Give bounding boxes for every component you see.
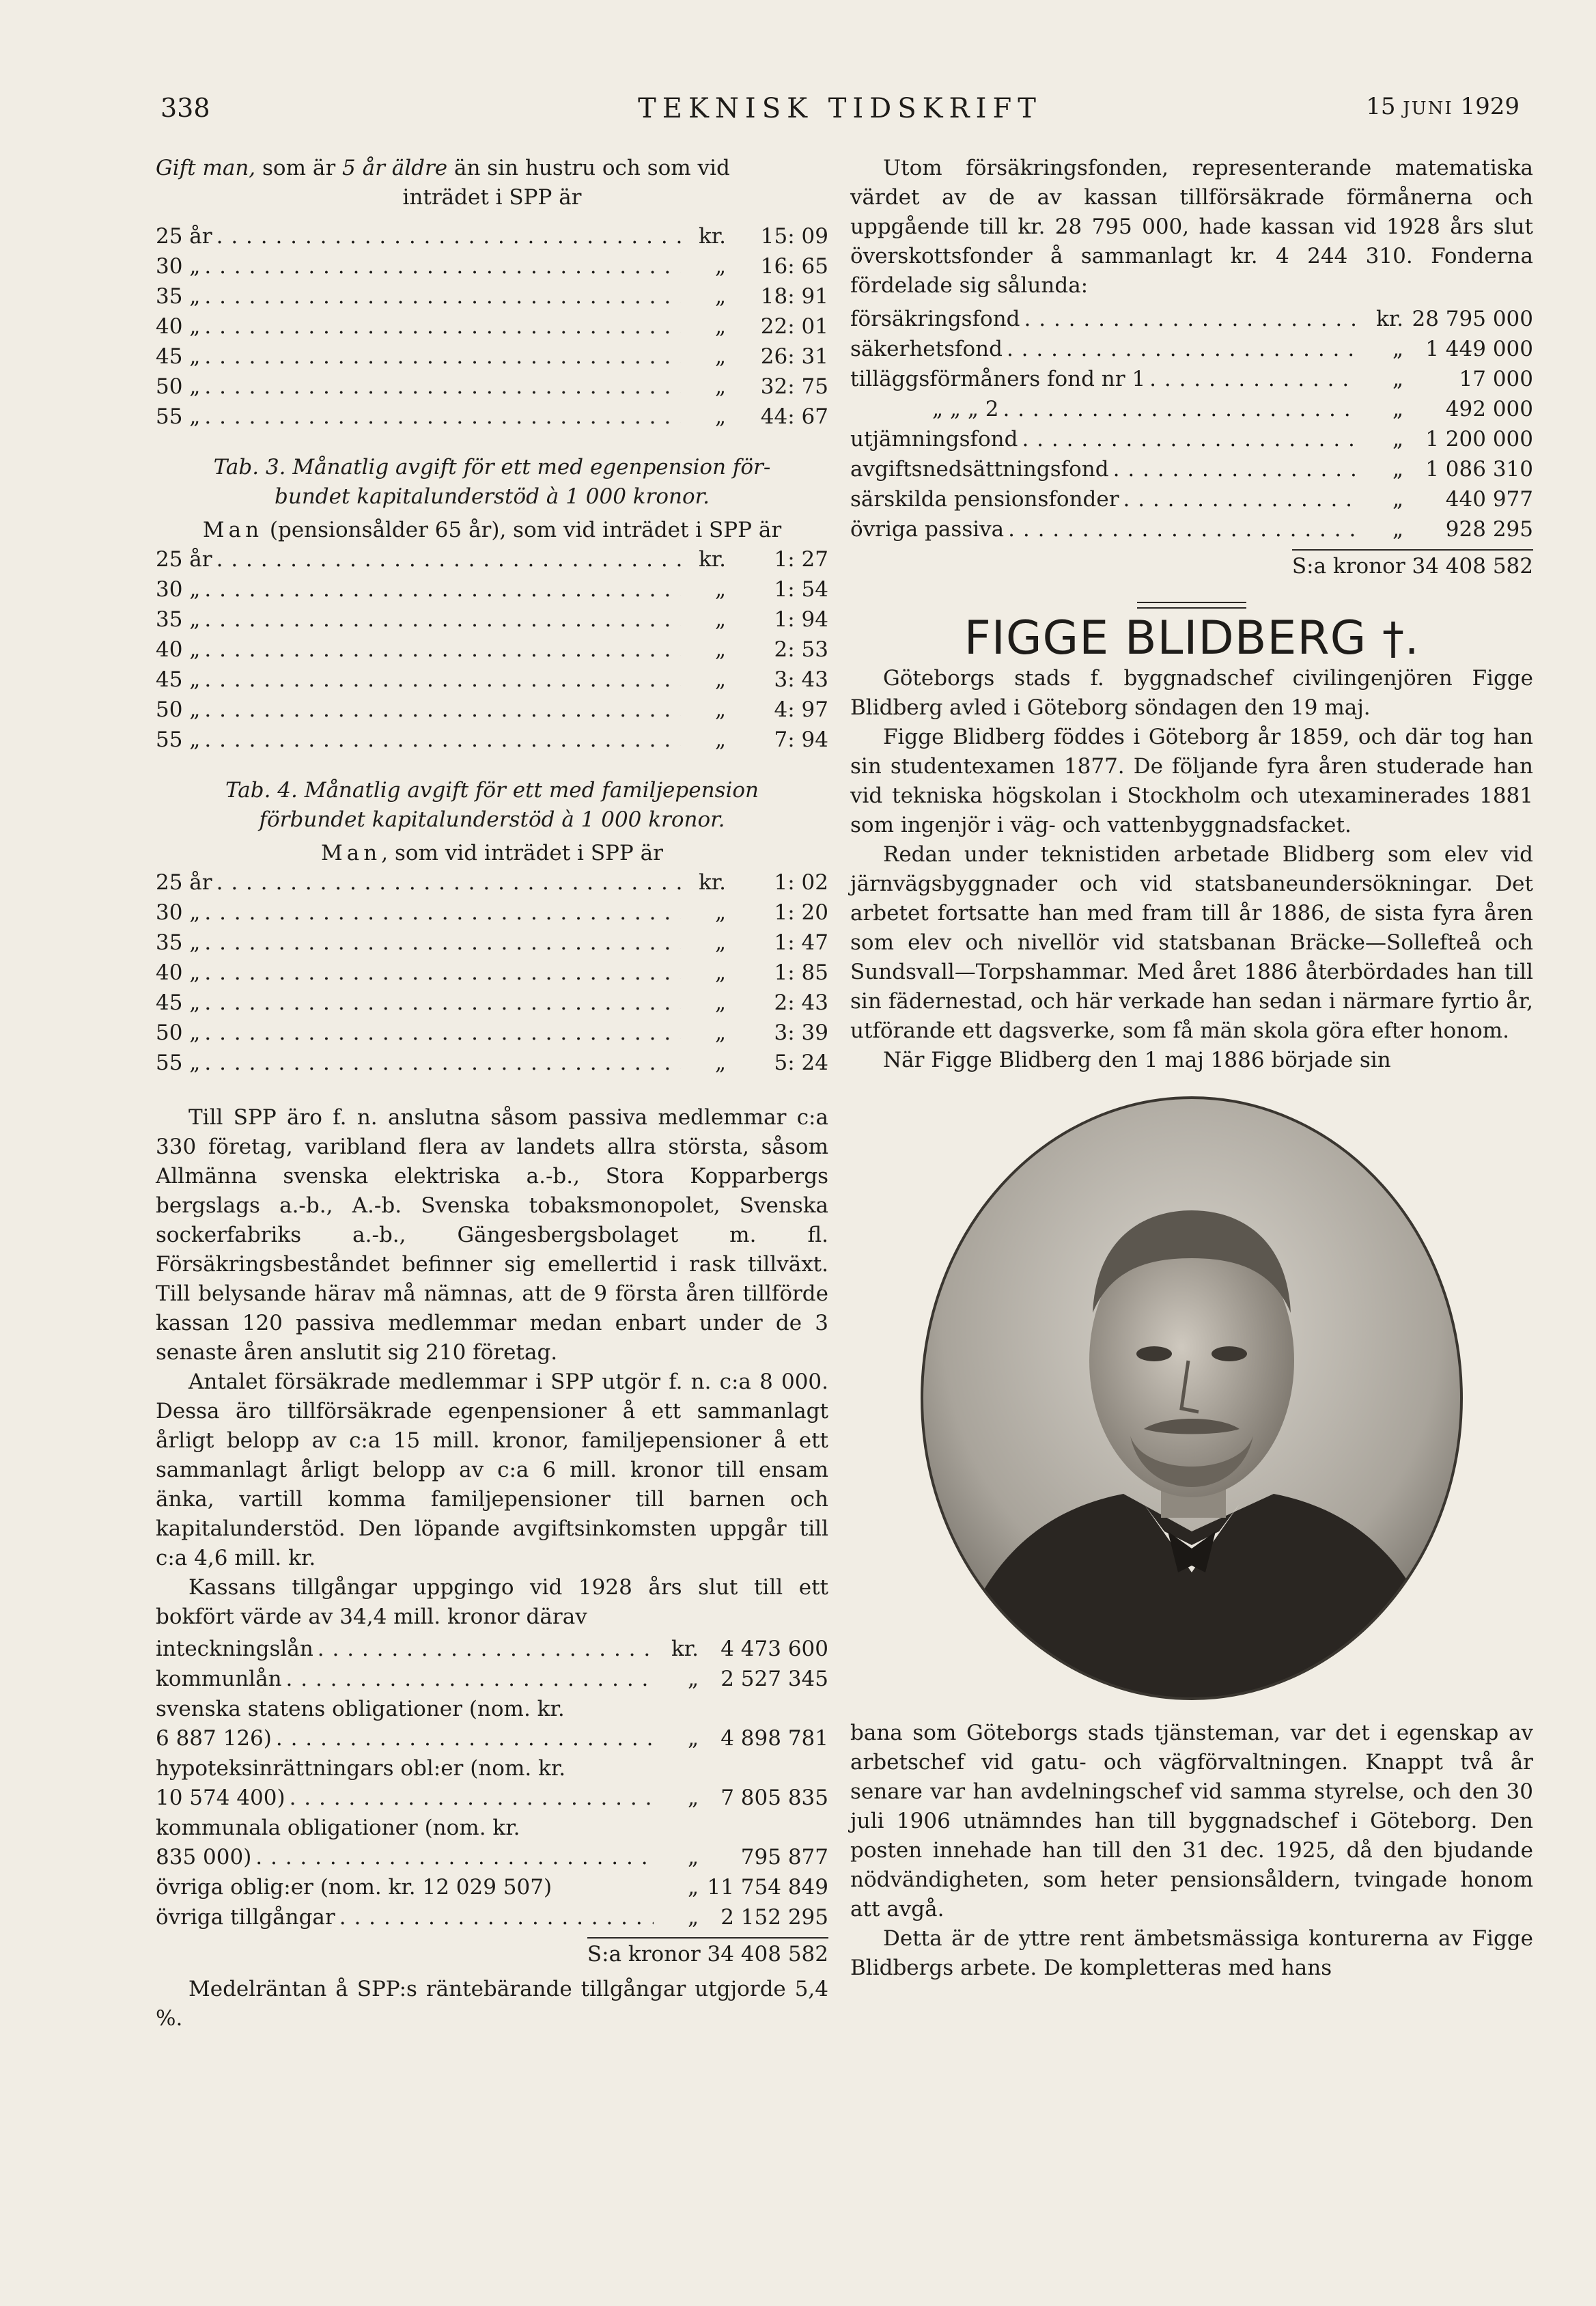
- table-row: 835 000) . . . „ 795 877: [156, 1843, 828, 1873]
- table-row: 25 år . . . kr. 15: 09: [156, 222, 828, 252]
- dagger-mark: †.: [1382, 614, 1420, 665]
- table-row: övriga tillgångar . . . „ 2 152 295: [156, 1903, 828, 1933]
- table-row: 35 „ . . . „ 18: 91: [156, 282, 828, 312]
- table2-intro: Gift man, som är 5 år äldre än sin hustru och som vid: [156, 156, 730, 180]
- paragraph: När Figge Blidberg den 1 maj 1886 började sin: [883, 1048, 1391, 1072]
- issue-day: 15: [1366, 93, 1396, 120]
- assets-total: S:a kronor 34 408 582: [156, 1937, 828, 1969]
- table-row: säkerhetsfond . . . „ 1 449 000: [850, 335, 1533, 365]
- table4-subtitle: Man, som vid inträdet i SPP är: [321, 841, 663, 865]
- table-row: 55 „ . . . „ 5: 24: [156, 1048, 828, 1079]
- table-row: 30 „ . . . „ 16: 65: [156, 252, 828, 282]
- table3-caption: Tab. 3. Månatlig avgift för ett med egenpension för- bundet kapitalunderstöd à 1 000 kronor.: [213, 455, 771, 509]
- table-row: 45 „ . . . „ 3: 43: [156, 665, 828, 695]
- table-row: 25 år . . . kr. 1: 27: [156, 545, 828, 575]
- table2-intro-line2: inträdet i SPP är: [402, 185, 582, 210]
- table-row: försäkringsfond . . . kr. 28 795 000: [850, 305, 1533, 335]
- table-row-label: hypoteksinrättningars obl:er (nom. kr.: [156, 1756, 566, 1781]
- funds-total: S:a kronor 34 408 582: [850, 549, 1533, 581]
- table-row: 55 „ . . . „ 7: 94: [156, 725, 828, 755]
- table-row: 45 „ . . . „ 26: 31: [156, 342, 828, 372]
- table-row: 50 „ . . . „ 32: 75: [156, 372, 828, 402]
- paragraph: Göteborgs stads f. byggnadschef civilingenjören Figge Blidberg avled i Göteborg söndagen den 19 maj.: [850, 666, 1533, 720]
- table-row: „ „ „ 2 . . . „ 492 000: [850, 395, 1533, 425]
- table-row: 25 år . . . kr. 1: 02: [156, 868, 828, 898]
- table4-caption: Tab. 4. Månatlig avgift för ett med familjepension förbundet kapitalunderstöd à 1 000 kronor.: [225, 778, 759, 832]
- issue-date: [1366, 93, 1520, 120]
- table-row: 50 „ . . . „ 4: 97: [156, 695, 828, 725]
- table-row: kommunlån . . . „ 2 527 345: [156, 1665, 828, 1695]
- table-row: 55 „ . . . „ 44: 67: [156, 402, 828, 432]
- table-row: 6 887 126) . . . „ 4 898 781: [156, 1724, 828, 1754]
- paragraph: Figge Blidberg föddes i Göteborg år 1859, och där tog han sin studentexamen 1877. De följande fyra åren studerade han vid tekniska högskolan i Stockholm och utexaminerades 1881 som ingenjör i väg- och vattenbyggnadsfacket.: [850, 725, 1533, 837]
- table-row: övriga oblig:er (nom. kr. 12 029 507) „ 11 754 849: [156, 1875, 828, 1900]
- table-row-label: kommunala obligationer (nom. kr.: [156, 1816, 520, 1840]
- page-number: 338: [160, 93, 210, 123]
- left-column: [156, 154, 828, 2033]
- portrait-photo: [919, 1094, 1465, 1702]
- table-row: avgiftsnedsättningsfond . . . „ 1 086 310: [850, 455, 1533, 485]
- table-row-label: svenska statens obligationer (nom. kr.: [156, 1697, 565, 1721]
- table-row: särskilda pensionsfonder . . . „ 440 977: [850, 485, 1533, 515]
- table-row: inteckningslån . . . kr. 4 473 600: [156, 1635, 828, 1665]
- table2: [156, 222, 828, 432]
- portrait-figure: [850, 1094, 1533, 1702]
- table3-subtitle: Man (pensionsålder 65 år), som vid inträdet i SPP är: [202, 518, 782, 542]
- funds-table: [850, 305, 1533, 581]
- table-row: tilläggsförmåners fond nr 1 . . . „ 17 000: [850, 365, 1533, 395]
- paragraph: Medelräntan å SPP:s räntebärande tillgångar utgjorde 5,4 %.: [156, 1977, 828, 2031]
- table-row: 45 „ . . . „ 2: 43: [156, 988, 828, 1018]
- table-row: 40 „ . . . „ 1: 85: [156, 958, 828, 988]
- table-row: utjämningsfond . . . „ 1 200 000: [850, 425, 1533, 455]
- assets-table: [156, 1635, 828, 1969]
- running-header: [160, 93, 1520, 134]
- table-row: 40 „ . . . „ 2: 53: [156, 635, 828, 665]
- table-row: 35 „ . . . „ 1: 94: [156, 605, 828, 635]
- section-divider: [1137, 602, 1246, 609]
- paragraph: Antalet försäkrade medlemmar i SPP utgör f. n. c:a 8 000. Dessa äro tillförsäkrade egenpensioner å ett sammanlagt årligt belopp av c:a 15 mill. kronor, familjepensioner å ett sammanlagt årligt belopp av c:a 6 mill. kronor till ensam änka, vartill komma familjepensioner till barnen och kapitalunderstöd. Den löpande avgiftsinkomsten uppgår till c:a 4,6 mill. kr.: [156, 1370, 828, 1570]
- paragraph: Kassans tillgångar uppgingo vid 1928 års slut till ett bokfört värde av 34,4 mill. kronor därav: [156, 1575, 828, 1629]
- table3: [156, 545, 828, 755]
- table-row: 35 „ . . . „ 1: 47: [156, 928, 828, 958]
- paragraph: Till SPP äro f. n. anslutna såsom passiva medlemmar c:a 330 företag, varibland flera av landets allra största, såsom Allmänna svenska elektriska a.-b., Stora Kopparbergs bergslags a.-b., A.-b. Svenska tobaksmonopolet, Svenska sockerfabriks a.-b., Gängesbergsbolaget m. fl. Försäkringsbeståndet befinner sig emellertid i rask tillväxt. Till belysande härav må nämnas, att de 9 första åren tillförde kassan 120 passiva medlemmar medan enbart under de 3 senaste åren anslutit sig 210 företag.: [156, 1105, 828, 1365]
- paragraph: Detta är de yttre rent ämbetsmässiga konturerna av Figge Blidbergs arbete. De kompletteras med hans: [850, 1926, 1533, 1980]
- paragraph: Redan under teknistiden arbetade Blidberg som elev vid järnvägsbyggnader och vid statsbaneundersökningar. Det arbetet fortsatte han med fram till år 1886, de sista fyra åren som elev och nivellör vid statsbanan Bräcke—Sollefteå och Sundsvall—Torpshammar. Med året 1886 återbördades han till sin fädernestad, och här verkade han sedan i närmare fyrtio år, utförande ett dagsverke, som få män skola göra efter honom.: [850, 842, 1533, 1043]
- table-row: 10 574 400) . . . „ 7 805 835: [156, 1783, 828, 1814]
- table-row: övriga passiva . . . „ 928 295: [850, 515, 1533, 545]
- paragraph: bana som Göteborgs stads tjänsteman, var det i egenskap av arbetschef vid gatu- och vägförvaltningen. Knappt två år senare var han avdelningschef vid samma styrelse, och den 30 juli 1906 utnämndes han till byggnadschef i Göteborg. Den posten innehade han till den 31 dec. 1925, då den bjudande nödvändigheten, som heter pensionsåldern, tvingade honom att avgå.: [850, 1721, 1533, 1921]
- journal-title: TEKNISK TIDSKRIFT: [638, 93, 1042, 124]
- issue-year: 1929: [1460, 93, 1520, 120]
- table-row: 40 „ . . . „ 22: 01: [156, 312, 828, 342]
- right-column: [850, 154, 1533, 1983]
- table-row: 30 „ . . . „ 1: 54: [156, 575, 828, 605]
- issue-month: JUNI: [1403, 98, 1453, 119]
- table4: [156, 868, 828, 1079]
- table-row: 30 „ . . . „ 1: 20: [156, 898, 828, 928]
- paragraph: Utom försäkringsfonden, representerande matematiska värdet av de av kassan tillförsäkrade förmånerna och uppgående till kr. 28 795 000, hade kassan vid 1928 års slut överskottsfonder å sammanlagt kr. 4 244 310. Fonderna fördelade sig sålunda:: [850, 156, 1533, 298]
- obituary-title: FIGGE BLIDBERG †.: [964, 611, 1420, 665]
- table-row: 50 „ . . . „ 3: 39: [156, 1018, 828, 1048]
